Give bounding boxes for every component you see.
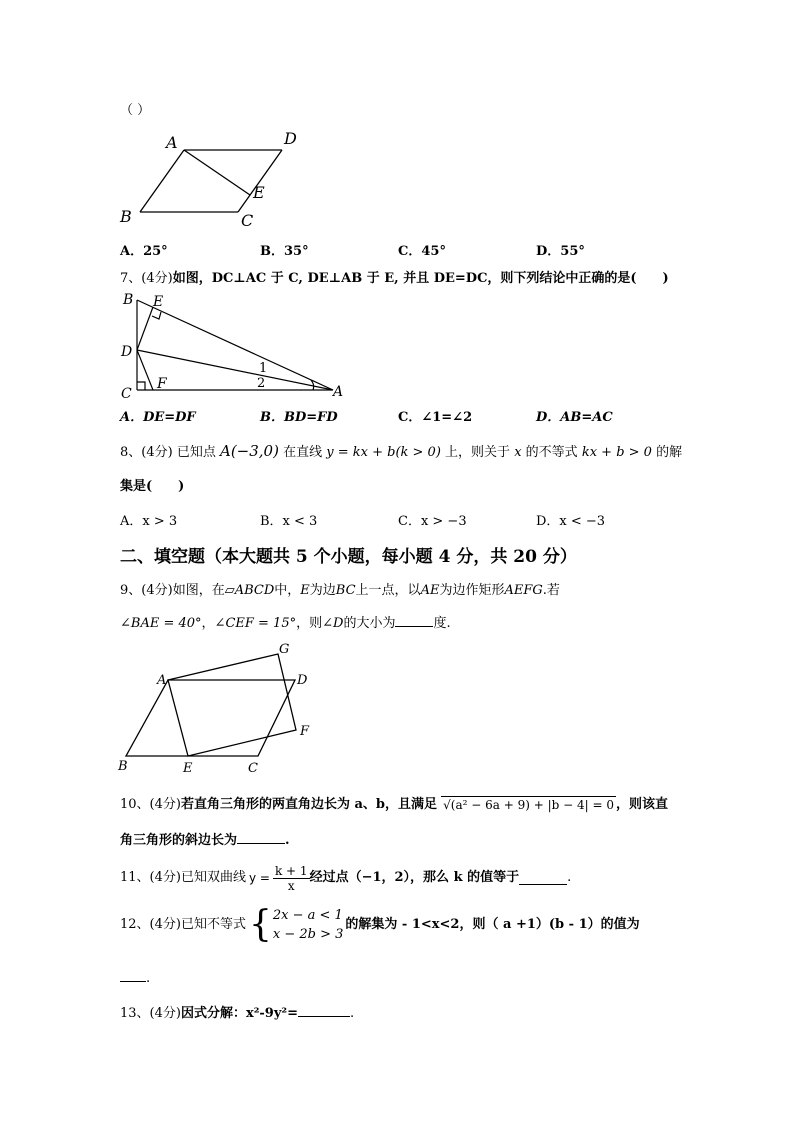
q8-stem-line1 [120, 443, 682, 461]
q12-system [273, 906, 344, 944]
q7-right-angle-c [137, 382, 145, 390]
q9-text: ， [201, 616, 215, 631]
q8-text-post2: 的不等式 [525, 445, 578, 460]
q9-shape: ▱ABCD [224, 583, 275, 598]
q8-text-post: 上，则关于 [445, 445, 511, 460]
q7-label-e: E [153, 294, 164, 310]
q6-label-e: E [253, 183, 265, 202]
q7-option-d[interactable]: D．AB=AC [536, 410, 613, 425]
q8-text-post3: 的解 [656, 445, 683, 460]
q12-number: 12、(4分) [120, 917, 181, 932]
q10-text: 角三角形的斜边长为 [120, 833, 238, 848]
q9-rectangle [168, 654, 296, 756]
q6-option-b[interactable]: B．35° [260, 244, 309, 259]
q12-ineq-1: 2x − a < 1 [272, 908, 343, 923]
q12-text-tail: 的解集为 - 1<x<2，则（ a +1）(b - 1）的值为 [345, 917, 640, 932]
q10-answer-blank[interactable] [237, 831, 285, 844]
q9-parallelogram [126, 680, 295, 756]
q12-text: 已知不等式 [180, 917, 246, 932]
q10-number: 10、(4分) [120, 797, 181, 812]
q9-rect: AEFG [504, 583, 543, 598]
q9-label-d: D [297, 673, 308, 688]
q9-label-c: C [248, 761, 258, 776]
q8-option-c[interactable]: C．x > −3 [398, 514, 467, 529]
q9-point-e: E [300, 583, 310, 598]
q13-stem [120, 1004, 354, 1022]
q6-option-d[interactable]: D．55° [536, 244, 585, 259]
q7-label-c: C [121, 386, 132, 400]
q7-label-1: 1 [259, 361, 268, 376]
q9-answer-blank[interactable] [395, 614, 433, 627]
q6-label-a: A [166, 133, 178, 152]
q6-option-c[interactable]: C．45° [398, 244, 446, 259]
q6-seg-ae [184, 150, 250, 195]
q7-label-2: 2 [257, 376, 266, 391]
q9-label-a: A [157, 673, 167, 688]
q11-text: 已知双曲线 [180, 870, 246, 885]
q10-text-tail: ，则该直 [616, 797, 669, 812]
q8-text-pre: 已知点 [176, 445, 216, 460]
q9-label-e: E [183, 761, 193, 776]
q12-ineq-2: x − 2b > 3 [272, 927, 344, 942]
q8-option-b[interactable]: B．x < 3 [260, 514, 318, 529]
q8-text-mid: 在直线 [283, 445, 323, 460]
q9-text: 中， [274, 583, 301, 598]
q7-label-b: B [123, 292, 134, 308]
q11-stem [120, 862, 571, 894]
q8-option-d[interactable]: D．x < −3 [536, 514, 606, 529]
q9-side-bc: BC [335, 583, 356, 598]
q7-label-f: F [157, 376, 167, 392]
q7-option-c[interactable]: C．∠1=∠2 [398, 410, 473, 425]
q11-end: . [567, 870, 572, 885]
q8-line-equation: y = kx + b(k > 0) [326, 445, 441, 460]
q7-number: 7、(4分) [120, 271, 173, 286]
q10-text: 若直角三角形的两直角边长为 a、b，且满足 [180, 797, 438, 812]
q10-end: . [285, 833, 290, 848]
q6-option-a[interactable]: A．25° [120, 244, 168, 259]
q12-stem [120, 903, 640, 947]
q8-point: A(−3,0) [219, 442, 279, 460]
q12-line2 [120, 969, 150, 987]
q11-text-tail: 经过点（−1，2），那么 k 的值等于 [309, 870, 520, 885]
q6-label-b: B [120, 207, 132, 226]
q12-end: . [146, 971, 151, 986]
q8-stem-line2: 集是( ) [120, 479, 185, 494]
q12-answer-blank[interactable] [120, 969, 146, 982]
q9-angle-d: ∠D [322, 616, 344, 631]
q6-figure [110, 128, 310, 228]
q7-label-d: D [121, 344, 133, 360]
q13-number: 13、(4分) [120, 1006, 181, 1021]
q9-figure [110, 638, 325, 778]
q9-text: 度. [433, 616, 451, 631]
q9-text: .若 [542, 583, 560, 598]
q10-formula: √(a² − 6a + 9) + |b − 4| = 0 [443, 798, 615, 812]
q9-angle-cef: ∠CEF = 15° [214, 616, 297, 631]
q11-fraction [273, 864, 310, 893]
q8-inequality: kx + b > 0 [581, 445, 652, 460]
q12-brace: { [248, 904, 272, 945]
q11-number: 11、(4分) [120, 870, 181, 885]
q9-text: 为边作矩形 [439, 583, 505, 598]
q7-label-a: A [333, 384, 344, 400]
q7-option-a[interactable]: A．DE=DF [120, 410, 196, 425]
section-fill-in-title: 二、填空题（本大题共 5 个小题，每小题 4 分，共 20 分） [120, 547, 577, 567]
q9-label-f: F [300, 724, 310, 739]
q9-stem-line2 [120, 614, 451, 632]
q11-frac-den: x [287, 878, 295, 893]
q6-label-d: D [284, 129, 297, 148]
q7-right-angle-e [152, 312, 161, 319]
q7-option-b[interactable]: B．BD=FD [260, 410, 338, 425]
q7-figure [115, 290, 355, 400]
q11-frac-num: k + 1 [274, 863, 308, 878]
q9-text: 上一点，以 [355, 583, 421, 598]
q10-stem-line1 [120, 795, 668, 813]
q9-angle-bae: ∠BAE = 40° [120, 616, 202, 631]
q6-seg-dc [238, 150, 282, 212]
q8-option-a[interactable]: A．x > 3 [120, 514, 178, 529]
q7-stem [120, 271, 669, 287]
q13-text: 因式分解：x²-9y²= [180, 1006, 298, 1021]
q9-label-b: B [118, 759, 128, 774]
q6-paren: （ ） [120, 103, 151, 118]
q7-text: 如图，DC⊥AC 于 C, DE⊥AB 于 E, 并且 DE=DC，则下列结论中正确的是( ) [172, 271, 669, 286]
q13-answer-blank[interactable] [298, 1004, 350, 1017]
q9-text: 如图，在 [172, 583, 225, 598]
q11-answer-blank[interactable] [519, 872, 567, 885]
q10-stem-line2 [120, 831, 290, 849]
q9-side-ae: AE [420, 583, 440, 598]
q8-number: 8、(4分) [120, 445, 173, 460]
q9-stem-line1 [120, 583, 560, 599]
q9-text: 为边 [309, 583, 336, 598]
q11-y: y = [248, 871, 270, 885]
q13-end: . [350, 1006, 355, 1021]
q6-seg-ab [140, 150, 184, 212]
q8-variable: x [514, 445, 522, 460]
q9-text: ，则 [296, 616, 323, 631]
q9-text: 的大小为 [343, 616, 396, 631]
q6-label-c: C [241, 211, 254, 228]
q7-seg-de [137, 307, 153, 350]
q9-label-g: G [279, 642, 290, 657]
q9-number: 9、(4分) [120, 583, 173, 598]
